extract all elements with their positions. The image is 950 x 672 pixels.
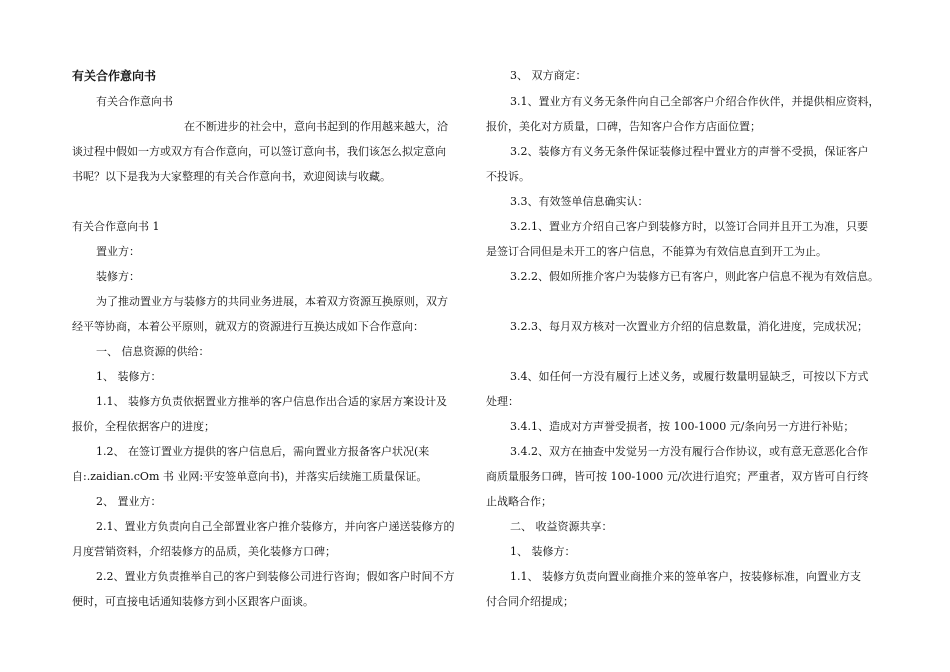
- intro-line: 书呢？以下是我为大家整理的有关合作意向书，欢迎阅读与收藏。: [72, 170, 391, 183]
- clause-line: 1.2、 在签订置业方提供的客户信息后，需向置业方报备客户状况(来: [96, 445, 430, 458]
- clause-line: 1.1、 装修方负责依据置业方推举的客户信息作出合适的家居方案设计及: [96, 395, 447, 408]
- document-title: 有关合作意向书: [72, 69, 157, 83]
- clause-line: 便时，可直接电话通知装修方到小区跟客户面谈。: [72, 595, 314, 608]
- party-label: 装修方：: [96, 270, 140, 283]
- clause-line: 3.2、装修方有义务无条件保证装修过程中置业方的声誉不受损，保证客户: [510, 145, 869, 158]
- clause-line: 报价，美化对方质量，口碑，告知客户合作方店面位置；: [486, 120, 761, 133]
- clause-line: 1.1、 装修方负责向置业商推介来的签单客户，按装修标准，向置业方支: [510, 570, 861, 583]
- clause-line: 3.4、如任何一方没有履行上述义务，或履行数量明显缺乏，可按以下方式: [510, 370, 869, 383]
- clause-heading: 3、 双方商定：: [510, 69, 587, 82]
- clause-line: 2.2、置业方负责推举自己的客户到装修公司进行咨询；假如客户时间不方: [96, 570, 455, 583]
- clause-line: 3.4.1、造成对方声誉受损者，按 100-1000 元/条向另一方进行补贴；: [510, 420, 855, 433]
- clause-heading: 1、 装修方：: [96, 370, 162, 383]
- clause-line: 3.3、有效签单信息确实认：: [510, 195, 649, 208]
- clause-heading: 1、 装修方：: [510, 545, 576, 558]
- clause-heading: 二、 收益资源共享：: [510, 520, 613, 533]
- clause-line: 不投诉。: [486, 170, 530, 183]
- clause-heading: 一、 信息资源的供给：: [96, 345, 210, 358]
- party-label: 置业方：: [96, 245, 140, 258]
- clause-line: 3.1、置业方有义务无条件向自己全部客户介绍合作伙伴，并提供相应资料，: [510, 95, 880, 108]
- clause-line: 是签订合同但是未开工的客户信息，不能算为有效信息直到开工为止。: [486, 245, 827, 258]
- clause-line: 3.2.1、置业方介绍自己客户到装修方时，以签订合同并且开工为准，只要: [510, 220, 868, 233]
- intro-line: 谈过程中假如一方或双方有合作意向，可以签订意向书，我们该怎么拟定意向: [72, 145, 446, 158]
- clause-line: 3.2.2、假如所推介客户为装修方已有客户，则此客户信息不视为有效信息。: [510, 270, 879, 283]
- clause-line: 自:.zaidian.cOm 书 业网:平安签单意向书)，并落实后续施工质量保证。: [72, 470, 428, 483]
- clause-line: 3.4.2、双方在抽查中发觉另一方没有履行合作协议，或有意无意恶化合作: [510, 445, 868, 458]
- section-heading: 有关合作意向书 1: [72, 220, 160, 233]
- clause-line: 2.1、置业方负责向自己全部置业客户推介装修方，并向客户递送装修方的: [96, 520, 455, 533]
- paragraph-line: 经平等协商，本着公平原则，就双方的资源进行互换达成如下合作意向：: [72, 320, 424, 333]
- clause-line: 处理：: [486, 395, 519, 408]
- clause-line: 商质量服务口碑，皆可按 100-1000 元/次进行追究；严重者，双方皆可自行终: [486, 470, 869, 483]
- clause-line: 报价，全程依据客户的进度；: [72, 420, 215, 433]
- clause-line: 止战略合作；: [486, 495, 552, 508]
- clause-heading: 2、 置业方：: [96, 495, 162, 508]
- clause-line: 月度营销资料，介绍装修方的品质，美化装修方口碑；: [72, 545, 336, 558]
- intro-line: 在不断进步的社会中，意向书起到的作用越来越大，洽: [184, 120, 448, 133]
- clause-line: 付合同介绍提成；: [486, 595, 574, 608]
- subtitle: 有关合作意向书: [96, 95, 173, 108]
- paragraph-line: 为了推动置业方与装修方的共同业务进展，本着双方资源互换原则，双方: [96, 295, 448, 308]
- clause-line: 3.2.3、每月双方核对一次置业方介绍的信息数量，消化进度，完成状况；: [510, 320, 868, 333]
